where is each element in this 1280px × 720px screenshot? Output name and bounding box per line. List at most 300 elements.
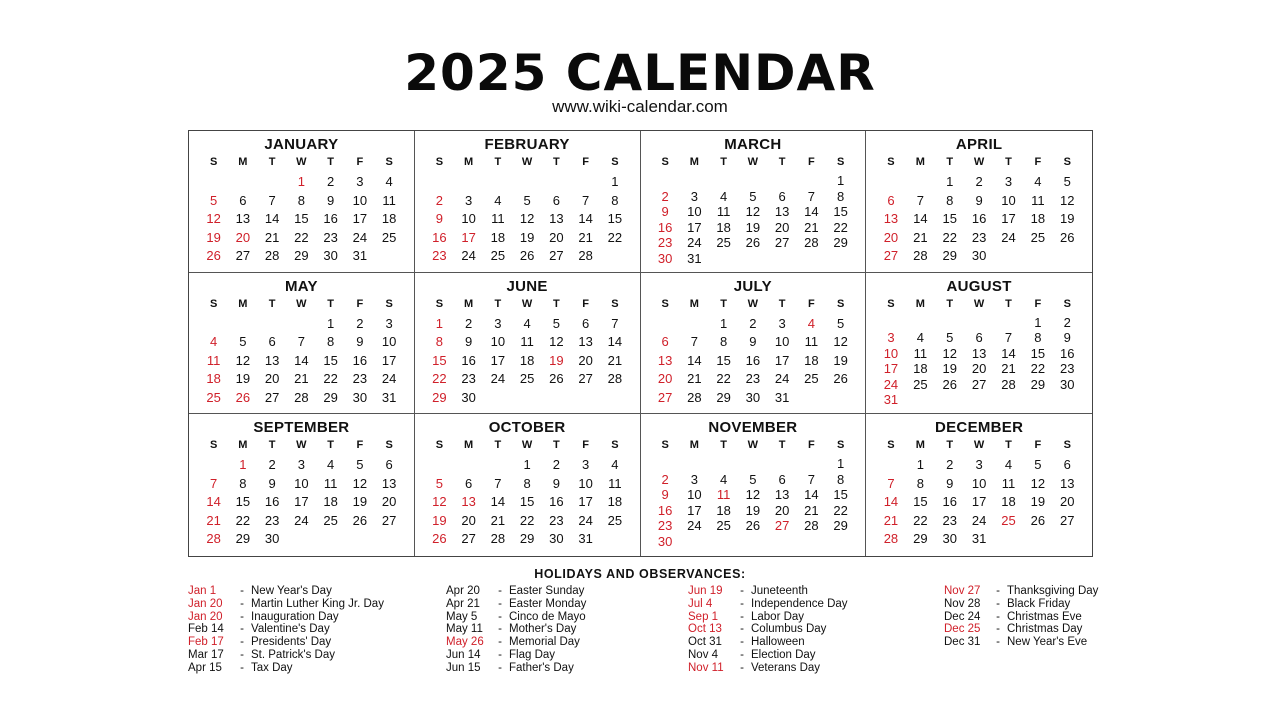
day-cell: 21 xyxy=(264,229,280,245)
day-cell: 18 xyxy=(1030,211,1046,226)
day-cell xyxy=(651,315,680,334)
day-cell: 25 xyxy=(607,512,623,528)
day-cell xyxy=(680,534,709,550)
holiday-date: Jan 20 xyxy=(188,597,223,610)
day-cell: 20 xyxy=(883,229,899,245)
day-cell: 23 xyxy=(657,518,673,534)
week-row xyxy=(199,456,404,475)
day-cell: 5 xyxy=(837,315,845,331)
day-cell: 17 xyxy=(883,361,899,377)
day-cell: 21 xyxy=(607,352,623,368)
week-row xyxy=(876,377,1082,393)
day-cell: 24 xyxy=(352,229,368,245)
day-cell: 14 xyxy=(804,487,819,503)
weekday-label: T xyxy=(1005,156,1012,168)
day-cell: 23 xyxy=(1060,361,1075,377)
day-cell: 20 xyxy=(235,229,251,245)
day-cell: 26 xyxy=(1060,229,1075,245)
day-cell: 13 xyxy=(578,334,593,350)
day-cell: 2 xyxy=(946,457,954,473)
weekday-label: T xyxy=(268,156,276,168)
day-cell: 19 xyxy=(352,494,368,510)
weekday-header xyxy=(199,155,404,170)
day-cell: 9 xyxy=(552,475,560,491)
day-cell xyxy=(651,173,680,189)
day-cell: 22 xyxy=(1030,361,1046,377)
day-cell: 16 xyxy=(1060,345,1075,361)
day-cell: 9 xyxy=(661,487,669,503)
holiday-row xyxy=(688,598,938,611)
day-cell xyxy=(709,251,738,267)
holiday-row xyxy=(188,636,438,649)
day-cell: 6 xyxy=(465,475,473,491)
day-cell: 8 xyxy=(720,334,728,350)
day-cell: 26 xyxy=(1030,512,1046,528)
day-cell: 25 xyxy=(913,376,928,392)
day-cell: 18 xyxy=(716,502,731,518)
week-row xyxy=(876,192,1082,211)
weekday-label: T xyxy=(1005,297,1012,310)
day-cell: 3 xyxy=(778,315,786,331)
day-cell: 6 xyxy=(582,315,590,331)
day-cell xyxy=(994,392,1023,408)
day-cell: 14 xyxy=(687,352,702,368)
day-cell xyxy=(375,530,404,549)
day-cell: 23 xyxy=(942,512,957,528)
week-row xyxy=(651,204,856,220)
day-cell: 5 xyxy=(356,457,364,473)
day-cell xyxy=(228,173,257,192)
day-cell: 18 xyxy=(206,371,221,387)
day-cell: 19 xyxy=(432,512,447,528)
weekday-header xyxy=(876,297,1082,312)
day-cell: 22 xyxy=(942,229,957,245)
weekday-label: S xyxy=(661,156,669,168)
weekday-label: S xyxy=(887,439,895,452)
holiday-date: Apr 15 xyxy=(188,661,222,674)
holiday-row xyxy=(446,611,696,624)
week-row xyxy=(651,534,856,550)
day-cell: 1 xyxy=(611,174,619,189)
weekday-label: T xyxy=(720,439,727,452)
weekday-label: T xyxy=(494,439,502,452)
holiday-date: Apr 20 xyxy=(446,585,480,597)
day-cell: 8 xyxy=(916,475,924,491)
day-cell: 14 xyxy=(1001,345,1016,361)
holiday-name: Inauguration Day xyxy=(251,610,339,623)
day-cell: 15 xyxy=(294,211,309,226)
day-cell: 27 xyxy=(657,389,673,405)
day-cell: 24 xyxy=(578,512,593,528)
week-row xyxy=(876,392,1082,408)
holiday-separator: - xyxy=(498,597,502,610)
holiday-row xyxy=(188,611,438,624)
weekday-label: W xyxy=(521,297,533,310)
weekday-label: F xyxy=(356,156,364,168)
day-cell xyxy=(768,534,797,550)
day-cell: 7 xyxy=(1004,330,1013,346)
weekday-label: W xyxy=(973,156,985,168)
day-cell: 6 xyxy=(661,334,669,350)
day-cell xyxy=(768,173,797,189)
week-row xyxy=(425,229,630,248)
day-cell: 22 xyxy=(235,512,251,528)
holiday-date: May 11 xyxy=(446,623,483,636)
weekday-label: S xyxy=(385,439,393,452)
weekday-label: F xyxy=(582,439,589,452)
day-cell xyxy=(542,389,571,408)
day-cell: 24 xyxy=(687,235,702,250)
day-cell xyxy=(651,456,680,472)
week-row xyxy=(199,247,404,266)
month-october xyxy=(415,414,641,556)
day-cell: 2 xyxy=(435,192,443,208)
week-row xyxy=(876,173,1082,192)
day-cell: 22 xyxy=(432,371,447,387)
week-row xyxy=(199,315,404,334)
weekday-label: T xyxy=(720,156,727,168)
day-cell: 6 xyxy=(385,457,393,473)
day-cell: 17 xyxy=(687,502,702,518)
day-cell: 4 xyxy=(916,330,924,346)
day-cell xyxy=(571,173,600,192)
week-row xyxy=(651,352,856,371)
day-cell: 1 xyxy=(327,315,335,331)
day-cell: 26 xyxy=(942,376,957,392)
month-name: DECEMBER xyxy=(935,419,1024,437)
weekday-label: F xyxy=(808,156,815,168)
day-cell: 14 xyxy=(206,494,221,510)
day-cell: 29 xyxy=(913,531,928,547)
day-cell: 25 xyxy=(804,371,819,387)
weekday-label: S xyxy=(661,297,669,310)
week-row xyxy=(876,361,1082,377)
holiday-date: Oct 31 xyxy=(688,636,722,649)
weekday-label: S xyxy=(1063,297,1071,310)
weekday-label: M xyxy=(238,297,248,310)
month-name: APRIL xyxy=(955,136,1003,153)
weekday-label: M xyxy=(464,297,474,310)
day-cell: 15 xyxy=(235,494,251,510)
holiday-name: Columbus Day xyxy=(751,623,827,636)
holiday-separator: - xyxy=(498,661,502,674)
month-name: JUNE xyxy=(506,277,548,295)
day-cell: 21 xyxy=(206,512,221,528)
day-cell: 7 xyxy=(297,334,305,350)
day-cell: 17 xyxy=(1001,211,1016,226)
day-cell: 2 xyxy=(749,315,757,331)
weekday-header xyxy=(651,155,856,170)
week-row xyxy=(651,333,856,352)
day-cell xyxy=(906,392,935,408)
day-cell: 8 xyxy=(297,192,305,208)
day-cell: 14 xyxy=(578,211,593,226)
day-cell: 4 xyxy=(807,315,815,331)
month-name: MAY xyxy=(284,277,318,295)
day-cell: 10 xyxy=(687,204,702,219)
day-cell: 7 xyxy=(611,315,619,331)
day-cell: 20 xyxy=(381,494,397,510)
weekday-label: T xyxy=(268,297,276,310)
week-row xyxy=(876,475,1082,494)
day-cell: 27 xyxy=(1060,512,1075,528)
weekday-label: T xyxy=(1005,439,1012,452)
day-cell xyxy=(797,173,826,189)
holiday-name: Tax Day xyxy=(251,661,293,674)
day-cell: 13 xyxy=(774,204,790,219)
weekday-label: F xyxy=(808,297,815,310)
holiday-name: Cinco de Mayo xyxy=(509,610,586,623)
day-cell: 11 xyxy=(1001,475,1016,491)
day-cell: 12 xyxy=(549,334,564,350)
day-cell: 5 xyxy=(1063,174,1071,189)
day-cell xyxy=(935,392,964,408)
weekday-label: M xyxy=(238,156,248,168)
weekday-label: T xyxy=(494,297,502,310)
holiday-separator: - xyxy=(498,610,502,623)
day-cell: 25 xyxy=(716,518,731,534)
day-cell: 22 xyxy=(716,371,731,387)
holiday-date: Jun 19 xyxy=(688,585,723,597)
day-cell: 18 xyxy=(716,219,731,235)
holiday-column xyxy=(446,585,696,675)
weekday-label: M xyxy=(689,297,699,310)
day-cell: 1 xyxy=(916,457,924,473)
weekday-label: T xyxy=(946,439,954,452)
day-cell: 20 xyxy=(657,371,673,387)
day-cell: 30 xyxy=(549,531,564,547)
day-cell: 26 xyxy=(235,389,251,405)
day-cell: 10 xyxy=(578,475,593,491)
day-cell: 9 xyxy=(356,334,364,350)
day-cell: 13 xyxy=(971,345,987,361)
month-july xyxy=(641,273,867,415)
weekday-label: M xyxy=(464,156,474,168)
day-cell xyxy=(768,456,797,472)
week-row xyxy=(199,210,404,229)
day-cell: 26 xyxy=(745,235,761,250)
week-row xyxy=(876,210,1082,229)
holiday-name: Mother's Day xyxy=(509,623,577,636)
day-cell xyxy=(680,173,709,189)
week-row xyxy=(199,512,404,531)
day-cell xyxy=(935,315,964,331)
weekday-label: F xyxy=(356,297,364,310)
weekday-label: S xyxy=(209,439,218,452)
holiday-separator: - xyxy=(498,648,502,661)
holiday-row xyxy=(688,662,938,675)
weekday-label: F xyxy=(582,156,589,168)
day-cell: 3 xyxy=(887,330,895,346)
day-cell: 30 xyxy=(971,248,987,263)
day-cell: 28 xyxy=(913,248,928,263)
day-cell: 25 xyxy=(716,235,731,250)
day-cell: 19 xyxy=(833,352,848,368)
holiday-date: Dec 31 xyxy=(944,636,981,649)
holiday-separator: - xyxy=(240,636,244,649)
holiday-separator: - xyxy=(240,623,244,636)
day-cell: 30 xyxy=(1060,376,1075,392)
day-cell xyxy=(709,534,738,550)
day-cell: 23 xyxy=(323,229,338,245)
holiday-date: Nov 4 xyxy=(688,648,719,661)
day-cell: 28 xyxy=(607,371,623,387)
day-cell: 5 xyxy=(749,188,757,204)
day-cell: 18 xyxy=(490,229,506,245)
day-cell: 21 xyxy=(804,502,819,518)
day-cell xyxy=(571,389,600,408)
day-cell: 20 xyxy=(774,502,790,518)
day-cell: 11 xyxy=(491,211,505,226)
day-cell: 1 xyxy=(435,315,443,331)
holiday-separator: - xyxy=(996,623,1000,636)
day-cell: 28 xyxy=(1001,376,1016,392)
day-cell: 23 xyxy=(352,371,368,387)
day-cell: 20 xyxy=(971,361,987,377)
day-cell: 23 xyxy=(657,235,673,250)
weekday-label: W xyxy=(521,439,533,452)
day-cell: 18 xyxy=(607,494,623,510)
weekday-label: S xyxy=(611,439,619,452)
holiday-date: Nov 27 xyxy=(944,585,981,597)
day-cell xyxy=(375,247,404,266)
weekday-label: F xyxy=(808,439,815,452)
day-cell: 12 xyxy=(432,494,447,510)
day-cell: 28 xyxy=(294,389,309,405)
holiday-separator: - xyxy=(996,636,1000,649)
weekday-label: S xyxy=(1063,439,1071,452)
day-cell: 11 xyxy=(1031,192,1045,208)
day-cell: 13 xyxy=(883,211,899,226)
week-row xyxy=(199,389,404,408)
day-cell: 31 xyxy=(971,531,987,547)
day-cell: 12 xyxy=(942,345,957,361)
day-cell: 5 xyxy=(239,334,247,350)
day-cell: 15 xyxy=(519,494,535,510)
day-cell: 12 xyxy=(1060,192,1075,208)
day-cell: 26 xyxy=(432,531,447,547)
holiday-row xyxy=(446,623,696,636)
holiday-date: Nov 28 xyxy=(944,597,981,610)
day-cell: 10 xyxy=(883,345,899,361)
day-cell: 10 xyxy=(381,334,397,350)
day-cell: 1 xyxy=(1034,314,1042,330)
holiday-date: Nov 11 xyxy=(688,661,724,674)
weekday-label: M xyxy=(915,439,925,452)
day-cell xyxy=(1023,530,1052,549)
day-cell: 8 xyxy=(327,334,335,350)
day-cell xyxy=(876,456,905,475)
day-cell: 24 xyxy=(490,371,506,387)
day-cell: 28 xyxy=(264,248,280,263)
day-cell: 6 xyxy=(268,334,276,350)
day-cell xyxy=(258,173,287,192)
day-cell: 11 xyxy=(608,475,622,491)
day-cell: 4 xyxy=(523,315,531,331)
day-cell: 7 xyxy=(916,192,924,208)
holiday-name: St. Patrick's Day xyxy=(251,648,335,661)
day-cell: 5 xyxy=(435,475,443,491)
weekday-label: W xyxy=(747,156,759,168)
day-cell: 21 xyxy=(883,512,899,528)
weekday-label: T xyxy=(946,297,954,310)
day-cell: 23 xyxy=(971,229,987,245)
holiday-separator: - xyxy=(740,585,744,597)
day-cell: 13 xyxy=(264,352,280,368)
month-december xyxy=(866,414,1092,556)
day-cell: 22 xyxy=(519,512,535,528)
day-cell: 13 xyxy=(461,494,476,510)
weekday-label: T xyxy=(553,439,560,452)
day-cell: 2 xyxy=(661,188,669,204)
weekday-label: M xyxy=(689,439,699,452)
day-cell: 21 xyxy=(687,371,702,387)
day-cell: 29 xyxy=(1030,376,1046,392)
day-cell: 24 xyxy=(461,248,476,263)
day-cell: 30 xyxy=(657,533,673,549)
holiday-separator: - xyxy=(498,585,502,597)
holiday-separator: - xyxy=(240,610,244,623)
day-cell: 18 xyxy=(519,352,535,368)
holiday-name: Labor Day xyxy=(751,610,805,623)
day-cell: 25 xyxy=(206,389,221,405)
day-cell: 15 xyxy=(913,494,928,510)
week-row xyxy=(876,247,1082,266)
weekday-label: T xyxy=(778,439,786,452)
day-cell: 3 xyxy=(582,457,590,473)
website-url: www.wiki-calendar.com xyxy=(552,97,728,116)
weekday-label: T xyxy=(720,297,727,310)
week-row xyxy=(876,456,1082,475)
day-cell: 23 xyxy=(745,371,761,387)
day-cell: 6 xyxy=(975,330,983,346)
holiday-separator: - xyxy=(240,661,244,674)
holiday-separator: - xyxy=(240,648,244,661)
day-cell: 27 xyxy=(774,518,790,534)
day-cell: 4 xyxy=(210,334,218,350)
day-cell: 10 xyxy=(352,192,368,208)
day-cell: 19 xyxy=(1030,494,1046,510)
day-cell: 20 xyxy=(1060,494,1075,510)
day-cell: 24 xyxy=(971,512,987,528)
day-cell: 21 xyxy=(804,219,819,235)
week-row xyxy=(199,173,404,192)
weekday-label: M xyxy=(464,439,474,452)
day-cell: 4 xyxy=(494,192,502,208)
month-name: FEBRUARY xyxy=(484,136,570,153)
day-cell: 8 xyxy=(1034,330,1042,346)
weekday-header xyxy=(425,155,630,170)
week-row xyxy=(199,333,404,352)
day-cell: 18 xyxy=(913,361,928,377)
holiday-row xyxy=(446,662,696,675)
day-cell: 14 xyxy=(607,334,623,350)
day-cell: 31 xyxy=(381,389,397,405)
day-cell: 27 xyxy=(235,248,251,263)
month-may xyxy=(189,273,415,415)
day-cell xyxy=(876,315,905,331)
day-cell: 9 xyxy=(975,192,983,208)
day-cell: 17 xyxy=(294,494,309,510)
holiday-separator: - xyxy=(498,636,502,649)
day-cell: 13 xyxy=(1060,475,1075,491)
day-cell xyxy=(964,392,993,408)
holiday-name: Black Friday xyxy=(1007,597,1071,610)
holiday-row xyxy=(944,598,1194,611)
day-cell: 14 xyxy=(294,352,309,368)
day-cell: 17 xyxy=(687,219,702,235)
day-cell xyxy=(797,534,826,550)
